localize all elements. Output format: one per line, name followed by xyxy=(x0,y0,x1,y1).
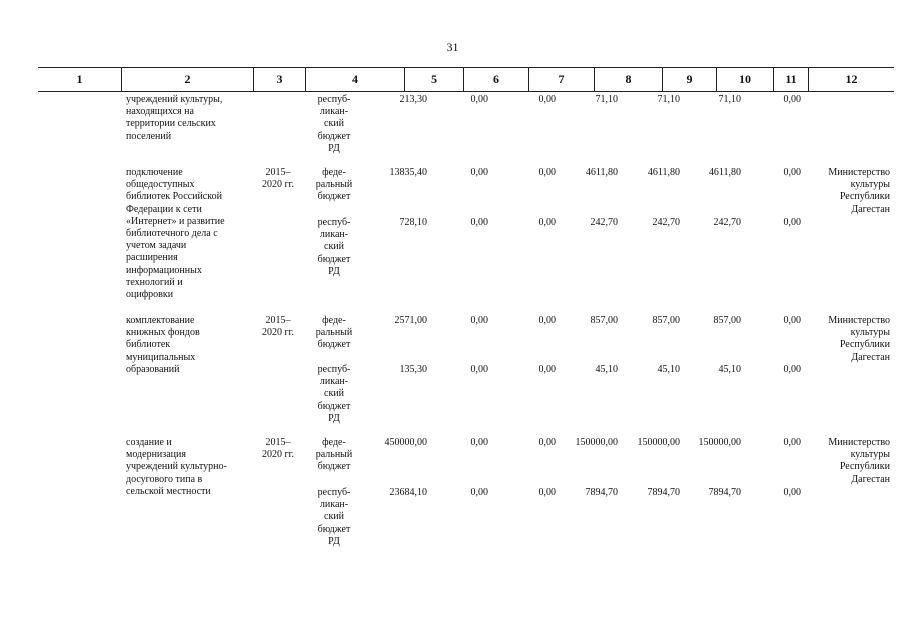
value-col-11: 0,00 xyxy=(783,167,801,178)
value-col-11: 0,00 xyxy=(783,487,801,498)
row-years: 2015– 2020 гг. xyxy=(261,167,295,191)
value-col-6: 0,00 xyxy=(470,437,488,448)
value-col-11: 0,00 xyxy=(783,437,801,448)
funding-source: феде- ральный бюджет xyxy=(315,167,353,203)
value-col-9: 7894,70 xyxy=(647,487,680,498)
funding-source: феде- ральный бюджет xyxy=(315,315,353,351)
value-col-11: 0,00 xyxy=(783,364,801,375)
value-col-11: 0,00 xyxy=(783,94,801,105)
value-col-5: 450000,00 xyxy=(384,437,427,448)
value-col-8: 4611,80 xyxy=(585,167,618,178)
value-col-6: 0,00 xyxy=(470,167,488,178)
value-col-6: 0,00 xyxy=(470,94,488,105)
value-col-7: 0,00 xyxy=(538,437,556,448)
header-col-2: 2 xyxy=(121,68,253,91)
header-col-12: 12 xyxy=(808,68,894,91)
header-col-5: 5 xyxy=(404,68,463,91)
value-col-5: 213,30 xyxy=(399,94,427,105)
value-col-10: 242,70 xyxy=(713,217,741,228)
header-col-3: 3 xyxy=(253,68,305,91)
row-ministry: Министерство культуры Республики Дагестан xyxy=(828,167,890,215)
value-col-9: 45,10 xyxy=(657,364,680,375)
row-years: 2015– 2020 гг. xyxy=(261,315,295,339)
funding-source: феде- ральный бюджет xyxy=(315,437,353,473)
row-description: учреждений культуры, находящихся на территории сельских поселений xyxy=(126,94,223,142)
value-col-10: 45,10 xyxy=(718,364,741,375)
value-col-10: 150000,00 xyxy=(698,437,741,448)
header-col-1: 1 xyxy=(76,72,83,86)
value-col-10: 7894,70 xyxy=(708,487,741,498)
header-col-7: 7 xyxy=(528,68,594,91)
row-description: создание и модернизация учреждений культурно- досугового типа в сельской местности xyxy=(126,437,227,497)
header-col-8: 8 xyxy=(594,68,662,91)
value-col-9: 242,70 xyxy=(652,217,680,228)
funding-source: респуб- ликан- ский бюджет РД xyxy=(317,217,351,277)
table-header xyxy=(38,67,894,92)
header-col-4: 4 xyxy=(305,68,404,91)
value-col-5: 2571,00 xyxy=(394,315,427,326)
value-col-7: 0,00 xyxy=(538,315,556,326)
value-col-10: 4611,80 xyxy=(708,167,741,178)
value-col-9: 857,00 xyxy=(652,315,680,326)
value-col-8: 71,10 xyxy=(595,94,618,105)
value-col-9: 4611,80 xyxy=(647,167,680,178)
value-col-6: 0,00 xyxy=(470,487,488,498)
value-col-6: 0,00 xyxy=(470,364,488,375)
value-col-10: 857,00 xyxy=(713,315,741,326)
row-description: подключение общедоступных библиотек Российской Федерации к сети «Интернет» и развитие библиотечного дела с учетом задачи расширения информационных технологий и оцифровки xyxy=(126,167,225,301)
value-col-5: 13835,40 xyxy=(389,167,427,178)
value-col-8: 150000,00 xyxy=(575,437,618,448)
value-col-11: 0,00 xyxy=(783,315,801,326)
value-col-5: 135,30 xyxy=(399,364,427,375)
value-col-7: 0,00 xyxy=(538,487,556,498)
value-col-7: 0,00 xyxy=(538,94,556,105)
value-col-7: 0,00 xyxy=(538,364,556,375)
value-col-6: 0,00 xyxy=(470,315,488,326)
row-ministry: Министерство культуры Республики Дагестан xyxy=(828,437,890,485)
value-col-8: 242,70 xyxy=(590,217,618,228)
header-col-6: 6 xyxy=(463,68,528,91)
value-col-7: 0,00 xyxy=(538,167,556,178)
header-col-9: 9 xyxy=(662,68,716,91)
value-col-5: 728,10 xyxy=(399,217,427,228)
row-years: 2015– 2020 гг. xyxy=(261,437,295,461)
value-col-8: 857,00 xyxy=(590,315,618,326)
value-col-11: 0,00 xyxy=(783,217,801,228)
value-col-7: 0,00 xyxy=(538,217,556,228)
funding-source: респуб- ликан- ский бюджет РД xyxy=(317,364,351,424)
funding-source: респуб- ликан- ский бюджет РД xyxy=(317,94,351,154)
header-col-10: 10 xyxy=(716,68,773,91)
funding-source: респуб- ликан- ский бюджет РД xyxy=(317,487,351,547)
page-number: 31 xyxy=(446,40,459,54)
value-col-8: 45,10 xyxy=(595,364,618,375)
row-description: комплектование книжных фондов библиотек муниципальных образований xyxy=(126,315,200,375)
value-col-8: 7894,70 xyxy=(585,487,618,498)
value-col-9: 71,10 xyxy=(657,94,680,105)
value-col-10: 71,10 xyxy=(718,94,741,105)
header-col-11: 11 xyxy=(773,68,808,91)
value-col-5: 23684,10 xyxy=(389,487,427,498)
value-col-6: 0,00 xyxy=(470,217,488,228)
value-col-9: 150000,00 xyxy=(637,437,680,448)
row-ministry: Министерство культуры Республики Дагестан xyxy=(828,315,890,363)
